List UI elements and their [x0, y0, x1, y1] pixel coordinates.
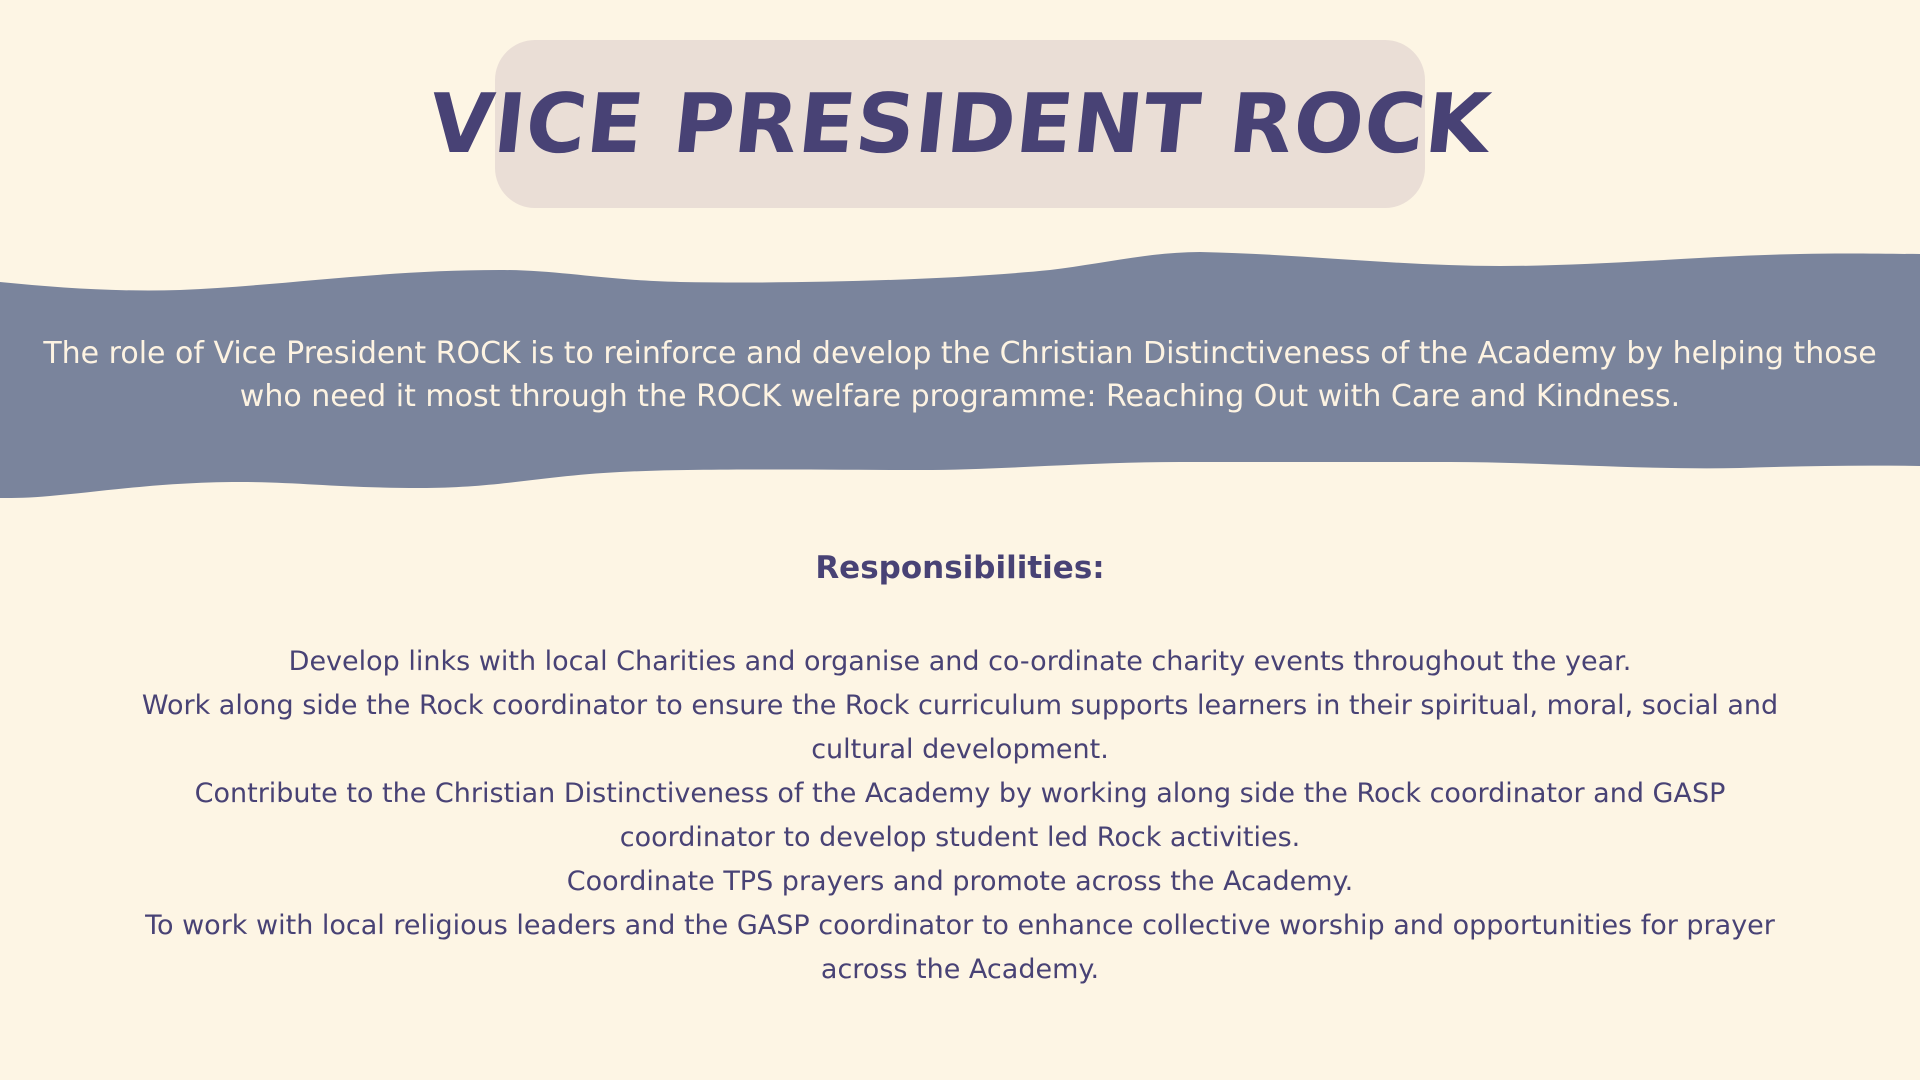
- page-title: VICE PRESIDENT ROCK: [424, 76, 1496, 172]
- list-item: Work along side the Rock coordinator to ensure the Rock curriculum supports learners in their spiritual, moral, social and cultural development.: [141, 690, 1779, 765]
- list-item: To work with local religious leaders and the GASP coordinator to enhance collective worship and opportunities for prayer across the Academy.: [145, 910, 1775, 985]
- intro-text: The role of Vice President ROCK is to reinforce and develop the Christian Distinctiveness of the Academy by helping those who need it most through the ROCK welfare programme: Reaching Out with Care and Kindness.: [43, 336, 1877, 414]
- list-item: Contribute to the Christian Distinctiveness of the Academy by working along side the Rock coordinator and GASP coordinator to develop student led Rock activities.: [194, 778, 1726, 853]
- responsibilities-list: [110, 640, 1810, 992]
- responsibilities-heading: Responsibilities:: [815, 550, 1105, 586]
- list-item: Coordinate TPS prayers and promote across the Academy.: [566, 866, 1354, 897]
- intro-band: [0, 240, 1920, 510]
- list-item: Develop links with local Charities and organise and co-ordinate charity events throughout the year.: [288, 646, 1632, 677]
- title-box: [424, 40, 1496, 208]
